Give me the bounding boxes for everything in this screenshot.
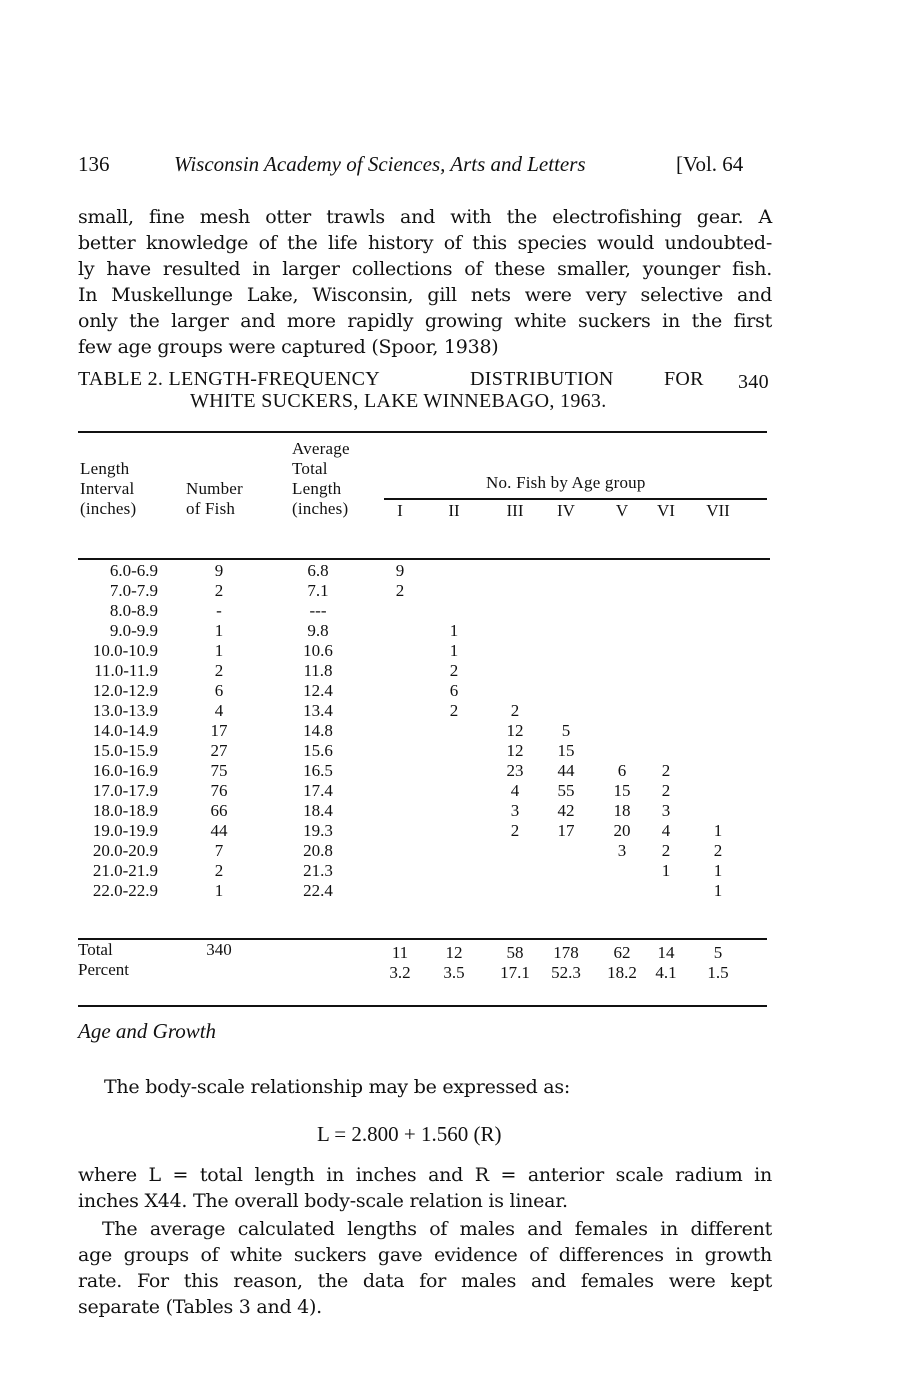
percent-label: Percent — [78, 960, 129, 979]
total-number: 340 — [206, 940, 232, 959]
length-interval-cell: 16.0-16.9 — [92, 761, 158, 780]
average-length-cell: --- — [309, 601, 327, 620]
length-interval-cell: 19.0-19.9 — [92, 821, 158, 840]
age-count-cell: 2 — [661, 761, 671, 780]
table-caption-part: 340 — [738, 371, 769, 393]
age-count-cell: 2 — [661, 841, 671, 860]
age-count-cell: 3 — [510, 801, 520, 820]
age-count-cell: 6 — [617, 761, 627, 780]
length-interval-cell: 20.0-20.9 — [92, 841, 158, 860]
age-count-cell: 23 — [506, 761, 524, 780]
table-caption-part: DISTRIBUTION — [470, 368, 614, 390]
length-interval-cell: 9.0-9.9 — [109, 621, 158, 640]
total-age-cell: 14 — [657, 943, 675, 962]
average-length-cell: 6.8 — [307, 561, 329, 580]
number-of-fish-cell: - — [216, 601, 222, 620]
age-group-heading: No. Fish by Age group — [486, 473, 646, 492]
total-label: Total — [78, 940, 113, 959]
col-header-average — [292, 439, 350, 519]
age-count-cell: 55 — [557, 781, 575, 800]
length-interval-cell: 18.0-18.9 — [92, 801, 158, 820]
col-header-length — [80, 459, 136, 519]
percent-age-cell: 4.1 — [655, 963, 677, 982]
average-length-cell: 12.4 — [303, 681, 333, 700]
age-count-cell: 3 — [661, 801, 671, 820]
col-header-line: Interval — [80, 479, 135, 498]
table-bottom-rule — [78, 1005, 767, 1007]
paragraph-line: where L = total length in inches and R = anterior scale radium in — [78, 1164, 772, 1186]
col-header-line: Length — [80, 459, 130, 478]
age-count-cell: 2 — [449, 701, 459, 720]
age-count-cell: 18 — [613, 801, 631, 820]
paragraph-line: rate. For this reason, the data for males and females were kept — [78, 1270, 772, 1292]
age-count-cell: 2 — [661, 781, 671, 800]
age-count-cell: 1 — [661, 861, 671, 880]
intro-line: small, fine mesh otter trawls and with the electrofishing gear. A — [78, 206, 772, 228]
age-count-cell: 2 — [510, 821, 520, 840]
journal-title: Wisconsin Academy of Sciences, Arts and Letters — [174, 152, 586, 176]
length-interval-cell: 6.0-6.9 — [109, 561, 158, 580]
length-interval-cell: 14.0-14.9 — [92, 721, 158, 740]
intro-line: ly have resulted in larger collections of these smaller, younger fish. — [78, 258, 772, 280]
intro-paragraph — [78, 204, 772, 360]
table-caption-part: TABLE 2. LENGTH-FREQUENCY — [78, 368, 380, 390]
equation: L = 2.800 + 1.560 (R) — [317, 1122, 502, 1146]
length-interval-cell: 8.0-8.9 — [109, 601, 158, 620]
average-length-cell: 21.3 — [303, 861, 333, 880]
age-count-cell: 1 — [449, 641, 459, 660]
col-header-line: (inches) — [292, 499, 349, 518]
average-length-cell: 11.8 — [303, 661, 333, 680]
length-interval-cell: 15.0-15.9 — [92, 741, 158, 760]
section-heading: Age and Growth — [78, 1019, 217, 1043]
age-count-cell: 1 — [449, 621, 459, 640]
table-caption-line2: WHITE SUCKERS, LAKE WINNEBAGO, 1963. — [190, 390, 607, 412]
col-header-line: of Fish — [186, 499, 236, 518]
percent-age-cell: 3.5 — [443, 963, 465, 982]
number-of-fish-cell: 2 — [214, 581, 224, 600]
total-age-cell: 12 — [445, 943, 463, 962]
number-of-fish-cell: 2 — [214, 861, 224, 880]
percent-age-cell: 3.2 — [389, 963, 411, 982]
age-group-rule — [384, 498, 767, 500]
number-of-fish-cell: 4 — [214, 701, 224, 720]
average-length-cell: 7.1 — [307, 581, 329, 600]
header-bottom-rule — [78, 558, 770, 560]
age-count-cell: 20 — [613, 821, 631, 840]
percent-age-cell: 1.5 — [707, 963, 729, 982]
percent-age-cell: 18.2 — [607, 963, 637, 982]
length-interval-cell: 12.0-12.9 — [92, 681, 158, 700]
total-age-cell: 11 — [391, 943, 409, 962]
col-header-line: Total — [292, 459, 328, 478]
col-header-line: Length — [292, 479, 342, 498]
length-interval-cell: 11.0-11.9 — [94, 661, 158, 680]
average-length-cell: 17.4 — [303, 781, 333, 800]
age-count-cell: 12 — [506, 721, 524, 740]
percent-age-cell: 52.3 — [551, 963, 581, 982]
table-caption-part: FOR — [664, 368, 704, 390]
paragraph-line: The average calculated lengths of males and females in different — [102, 1218, 772, 1240]
number-of-fish-cell: 7 — [214, 841, 224, 860]
age-count-cell: 12 — [506, 741, 524, 760]
age-count-cell: 1 — [713, 861, 723, 880]
average-length-cell: 20.8 — [303, 841, 333, 860]
col-header-number — [186, 479, 243, 519]
age-count-cell: 44 — [557, 761, 575, 780]
age-count-cell: 15 — [557, 741, 575, 760]
intro-line: only the larger and more rapidly growing white suckers in the first — [78, 310, 772, 332]
col-header-line: Number — [186, 479, 243, 498]
age-group-header: IV — [557, 501, 575, 520]
age-count-cell: 4 — [510, 781, 520, 800]
number-of-fish-cell: 9 — [214, 561, 224, 580]
age-group-header: V — [615, 501, 629, 520]
number-of-fish-cell: 17 — [210, 721, 228, 740]
age-count-cell: 5 — [561, 721, 571, 740]
age-count-cell: 2 — [395, 581, 405, 600]
average-length-cell: 15.6 — [303, 741, 333, 760]
age-count-cell: 6 — [449, 681, 459, 700]
table-top-rule — [78, 431, 767, 433]
definition-paragraph — [78, 1162, 772, 1214]
intro-statement: The body-scale relationship may be expressed as: — [104, 1076, 571, 1098]
average-length-cell: 19.3 — [303, 821, 333, 840]
age-group-header: VI — [657, 501, 675, 520]
age-group-header: III — [506, 501, 524, 520]
number-of-fish-cell: 76 — [210, 781, 228, 800]
number-of-fish-cell: 75 — [210, 761, 228, 780]
col-header-line: Average — [292, 439, 350, 458]
age-count-cell: 3 — [617, 841, 627, 860]
age-group-header: II — [448, 501, 460, 520]
age-group-header: VII — [706, 501, 730, 520]
number-of-fish-cell: 2 — [214, 661, 224, 680]
average-length-cell: 22.4 — [303, 881, 333, 900]
age-count-cell: 9 — [395, 561, 405, 580]
col-header-line: (inches) — [80, 499, 137, 518]
age-count-cell: 1 — [713, 881, 723, 900]
number-of-fish-cell: 66 — [210, 801, 228, 820]
intro-line: In Muskellunge Lake, Wisconsin, gill nets were very selective and — [78, 284, 772, 306]
total-age-cell: 178 — [553, 943, 579, 962]
age-count-cell: 15 — [613, 781, 631, 800]
average-length-cell: 16.5 — [303, 761, 333, 780]
total-age-cell: 5 — [713, 943, 723, 962]
number-of-fish-cell: 1 — [214, 641, 224, 660]
total-age-cell: 58 — [506, 943, 524, 962]
number-of-fish-cell: 27 — [210, 741, 228, 760]
length-interval-cell: 21.0-21.9 — [92, 861, 158, 880]
number-of-fish-cell: 1 — [214, 621, 224, 640]
percent-age-cell: 17.1 — [500, 963, 530, 982]
average-length-cell: 18.4 — [303, 801, 333, 820]
age-count-cell: 2 — [449, 661, 459, 680]
paragraph-line: age groups of white suckers gave evidence of differences in growth — [78, 1244, 772, 1266]
total-rule — [78, 938, 767, 940]
average-length-cell: 10.6 — [303, 641, 333, 660]
age-count-cell: 2 — [510, 701, 520, 720]
intro-line: few age groups were captured (Spoor, 1938) — [78, 336, 499, 358]
age-count-cell: 17 — [557, 821, 575, 840]
number-of-fish-cell: 1 — [214, 881, 224, 900]
total-age-cell: 62 — [613, 943, 631, 962]
average-length-cell: 14.8 — [303, 721, 333, 740]
length-interval-cell: 22.0-22.9 — [92, 881, 158, 900]
page-number: 136 — [78, 152, 110, 176]
length-interval-cell: 17.0-17.9 — [92, 781, 158, 800]
average-length-cell: 13.4 — [303, 701, 333, 720]
length-interval-cell: 7.0-7.9 — [109, 581, 158, 600]
age-count-cell: 1 — [713, 821, 723, 840]
length-interval-cell: 10.0-10.9 — [92, 641, 158, 660]
age-count-cell: 4 — [661, 821, 671, 840]
age-count-cell: 42 — [557, 801, 575, 820]
intro-line: better knowledge of the life history of this species would undoubted- — [78, 232, 772, 254]
age-count-cell: 2 — [713, 841, 723, 860]
length-interval-cell: 13.0-13.9 — [92, 701, 158, 720]
paragraph-line: inches X44. The overall body-scale relation is linear. — [78, 1190, 568, 1212]
volume-label: [Vol. 64 — [676, 152, 744, 176]
number-of-fish-cell: 44 — [210, 821, 228, 840]
paragraph-line: separate (Tables 3 and 4). — [78, 1296, 322, 1318]
growth-paragraph — [78, 1216, 772, 1320]
number-of-fish-cell: 6 — [214, 681, 224, 700]
age-group-header: I — [397, 501, 403, 520]
average-length-cell: 9.8 — [307, 621, 329, 640]
